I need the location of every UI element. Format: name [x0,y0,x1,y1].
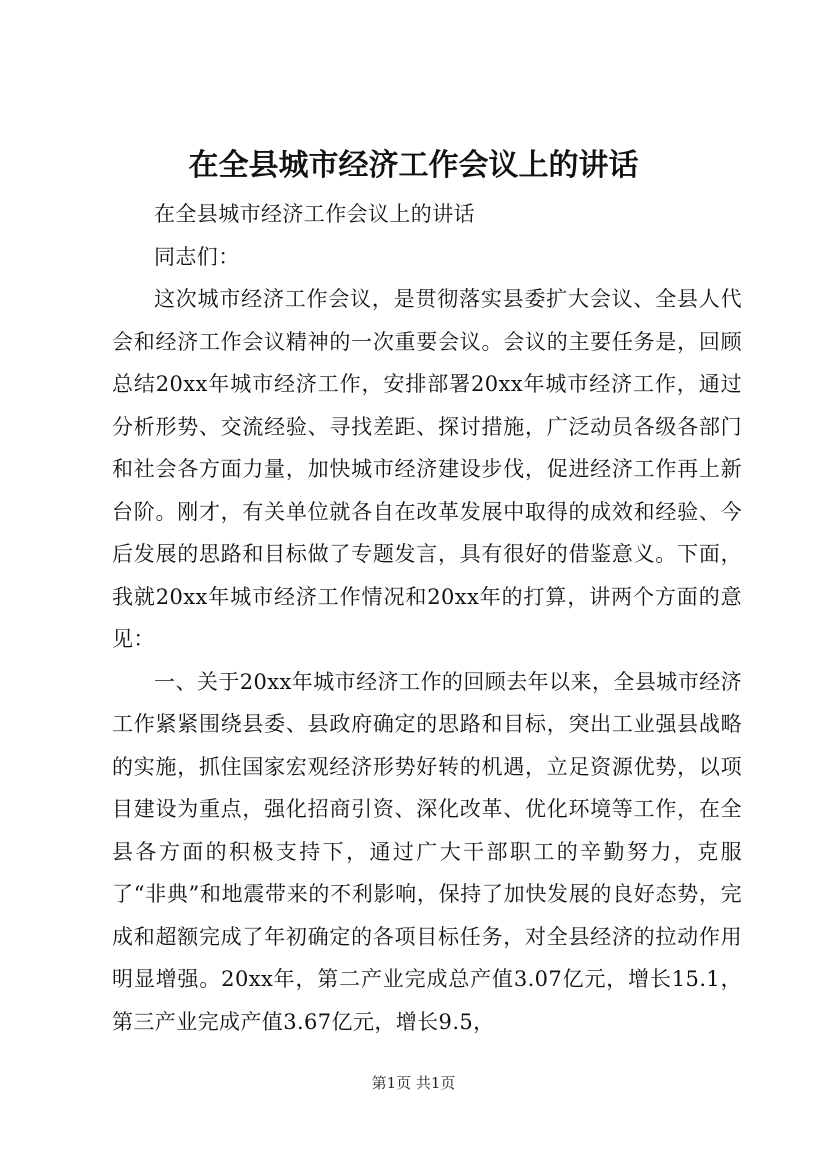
subtitle-paragraph: 在全县城市经济工作会议上的讲话 [154,202,475,226]
review-paragraph: 一、关于20xx年城市经济工作的回顾去年以来，全县城市经济工作紧紧围绕县委、县政府确定的思路和目标，突出工业强县战略的实施，抓住国家宏观经济形势好转的机遇，立足资源优势，以项目建设为重点，强化招商引资、深化改革、优化环境等工作，在全县各方面的积极支持下，通过广大干部职工的辛勤努力，克服了“非典”和地震带来的不利影响，保持了加快发展的良好态势，完成和超额完成了年初确定的各项目标任务，对全县经济的拉动作用明显增强。20xx年，第二产业完成总产值3.07亿元，增长15.1，第三产业完成产值3.67亿元，增长9.5， [112,669,742,1034]
document-body [112,193,742,1043]
document-title: 在全县城市经济工作会议上的讲话 [188,148,639,183]
intro-paragraph: 这次城市经济工作会议，是贯彻落实县委扩大会议、全县人代会和经济工作会议精神的一次重要会议。会议的主要任务是，回顾总结20xx年城市经济工作，安排部署20xx年城市经济工作，通过分析形势、交流经验、寻找差距、探讨措施，广泛动员各级各部门和社会各方面力量，加快城市经济建设步伐，促进经济工作再上新台阶。刚才，有关单位就各自在改革发展中取得的成效和经验、今后发展的思路和目标做了专题发言，具有很好的借鉴意义。下面，我就20xx年城市经济工作情况和20xx年的打算，讲两个方面的意见： [112,287,742,651]
salutation-paragraph: 同志们： [154,244,240,269]
page-footer: 第1页 共1页 [371,1074,456,1092]
